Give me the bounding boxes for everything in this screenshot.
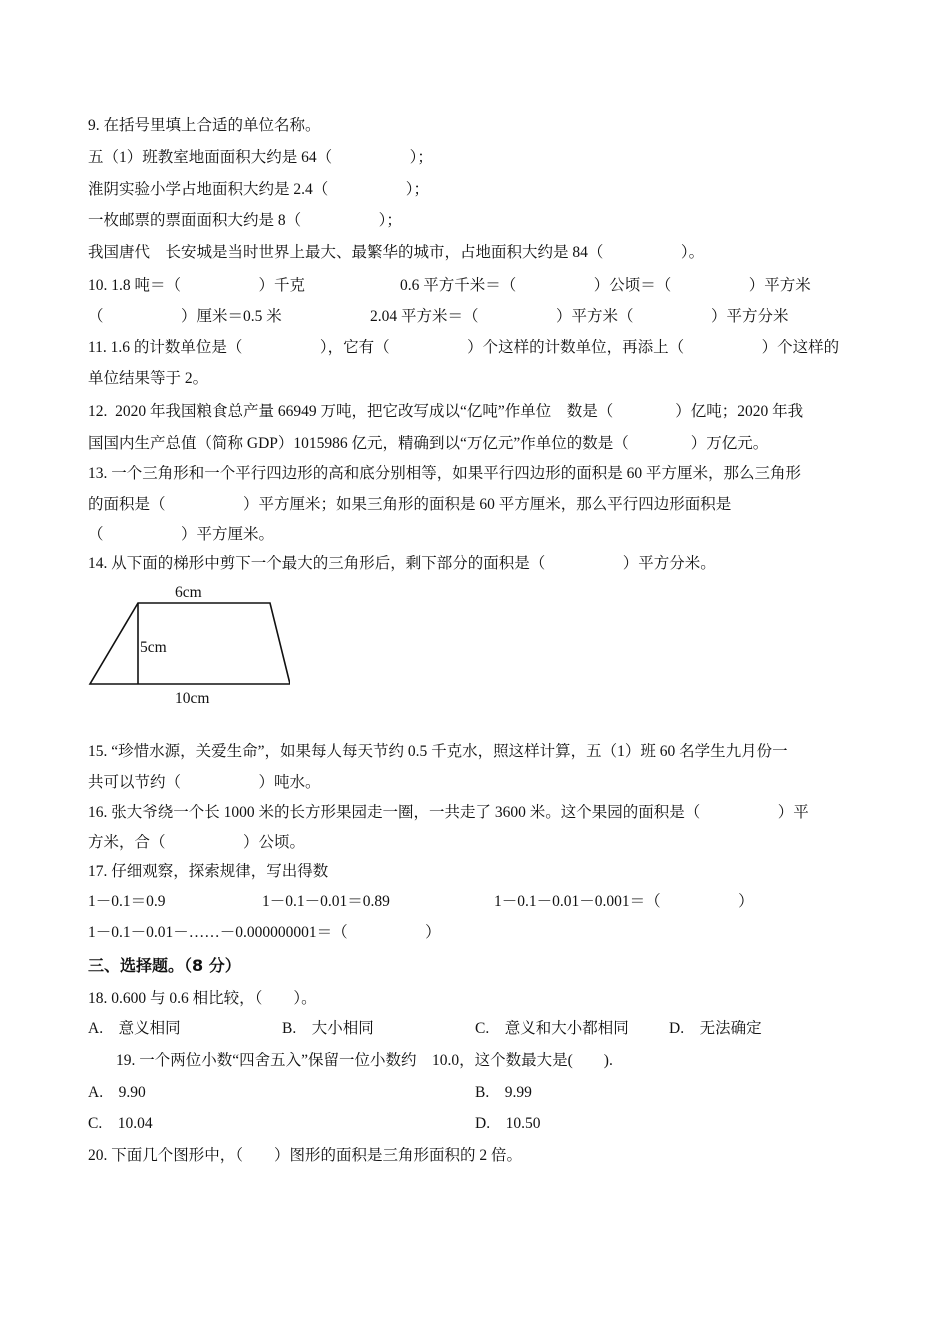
- q18-option-c[interactable]: C. 意义和大小都相同: [475, 1020, 629, 1037]
- q10-part-a: 10. 1.8 吨＝（ ）千克: [88, 277, 306, 294]
- trapezoid-outline: [90, 603, 290, 684]
- trapezoid-bottom-label: 10cm: [175, 690, 210, 707]
- q10-part-d: 2.04 平方米＝（ ）平方米（ ）平方分米: [370, 308, 789, 325]
- q15-line-2: 共可以节约（ ）吨水。: [88, 774, 321, 791]
- q18-option-b[interactable]: B. 大小相同: [282, 1020, 374, 1037]
- q9-line-3: 一枚邮票的票面面积大约是 8（ ）；: [88, 212, 402, 229]
- q17-expr-4: 1－0.1－0.01－……－0.000000001＝（ ）: [88, 924, 441, 941]
- section-3-title: 三、选择题。（8 分）: [88, 956, 241, 975]
- q19-option-a[interactable]: A. 9.90: [88, 1084, 146, 1101]
- q18-stem: 18. 0.600 与 0.6 相比较，（ ）。: [88, 990, 317, 1007]
- q11-line-2: 单位结果等于 2。: [88, 370, 209, 387]
- q10-part-b: 0.6 平方千米＝（ ）公顷＝（ ）平方米: [400, 277, 811, 294]
- q12-line-1: 12. 2020 年我国粮食总产量 66949 万吨，把它改写成以“亿吨”作单位 数是（ ）亿吨；2020 年我: [88, 403, 804, 420]
- q9-line-1: 五（1）班教室地面面积大约是 64（ ）；: [88, 149, 433, 166]
- trapezoid-height-label: 5cm: [140, 639, 167, 656]
- trapezoid-top-label: 6cm: [175, 584, 202, 601]
- q11-line-1: 11. 1.6 的计数单位是（ ），它有（ ）个这样的计数单位，再添上（ ）个这样的: [88, 339, 840, 356]
- q17-expr-3: 1－0.1－0.01－0.001＝（ ）: [494, 893, 754, 910]
- q16-line-1: 16. 张大爷绕一个长 1000 米的长方形果园走一圈，一共走了 3600 米。这个果园的面积是（ ）平: [88, 804, 809, 821]
- q13-line-3: （ ）平方厘米。: [88, 526, 275, 543]
- q9-title: 9. 在括号里填上合适的单位名称。: [88, 117, 321, 134]
- trapezoid-figure: [80, 578, 290, 710]
- q17-title: 17. 仔细观察，探索规律，写出得数: [88, 863, 329, 880]
- q18-option-a[interactable]: A. 意义相同: [88, 1020, 181, 1037]
- q18-option-d[interactable]: D. 无法确定: [669, 1020, 762, 1037]
- q19-option-b[interactable]: B. 9.99: [475, 1084, 532, 1101]
- q19-option-d[interactable]: D. 10.50: [475, 1115, 541, 1132]
- q9-line-4: 我国唐代 长安城是当时世界上最大、最繁华的城市，占地面积大约是 84（ ）。: [88, 244, 705, 261]
- q12-line-2: 国国内生产总值（简称 GDP）1015986 亿元，精确到以“万亿元”作单位的数是（ ）万亿元。: [88, 435, 769, 452]
- q20-stem: 20. 下面几个图形中，（ ）图形的面积是三角形面积的 2 倍。: [88, 1147, 523, 1164]
- q14-title: 14. 从下面的梯形中剪下一个最大的三角形后，剩下部分的面积是（ ）平方分米。: [88, 555, 716, 572]
- q13-line-2: 的面积是（ ）平方厘米；如果三角形的面积是 60 平方厘米，那么平行四边形面积是: [88, 496, 732, 513]
- q17-expr-2: 1－0.1－0.01＝0.89: [262, 893, 390, 910]
- q17-expr-1: 1－0.1＝0.9: [88, 893, 166, 910]
- q10-part-c: （ ）厘米＝0.5 米: [88, 308, 282, 325]
- q13-line-1: 13. 一个三角形和一个平行四边形的高和底分别相等，如果平行四边形的面积是 60 平方厘米，那么三角形: [88, 465, 802, 482]
- q19-stem: 19. 一个两位小数“四舍五入”保留一位小数约 10.0，这个数最大是( ).: [116, 1052, 613, 1069]
- q16-line-2: 方米，合（ ）公顷。: [88, 834, 306, 851]
- q15-line-1: 15. “珍惜水源，关爱生命”，如果每人每天节约 0.5 千克水，照这样计算，五（1）班 60 名学生九月份一: [88, 743, 788, 760]
- q19-option-c[interactable]: C. 10.04: [88, 1115, 153, 1132]
- q9-line-2: 淮阴实验小学占地面积大约是 2.4（ ）；: [88, 181, 430, 198]
